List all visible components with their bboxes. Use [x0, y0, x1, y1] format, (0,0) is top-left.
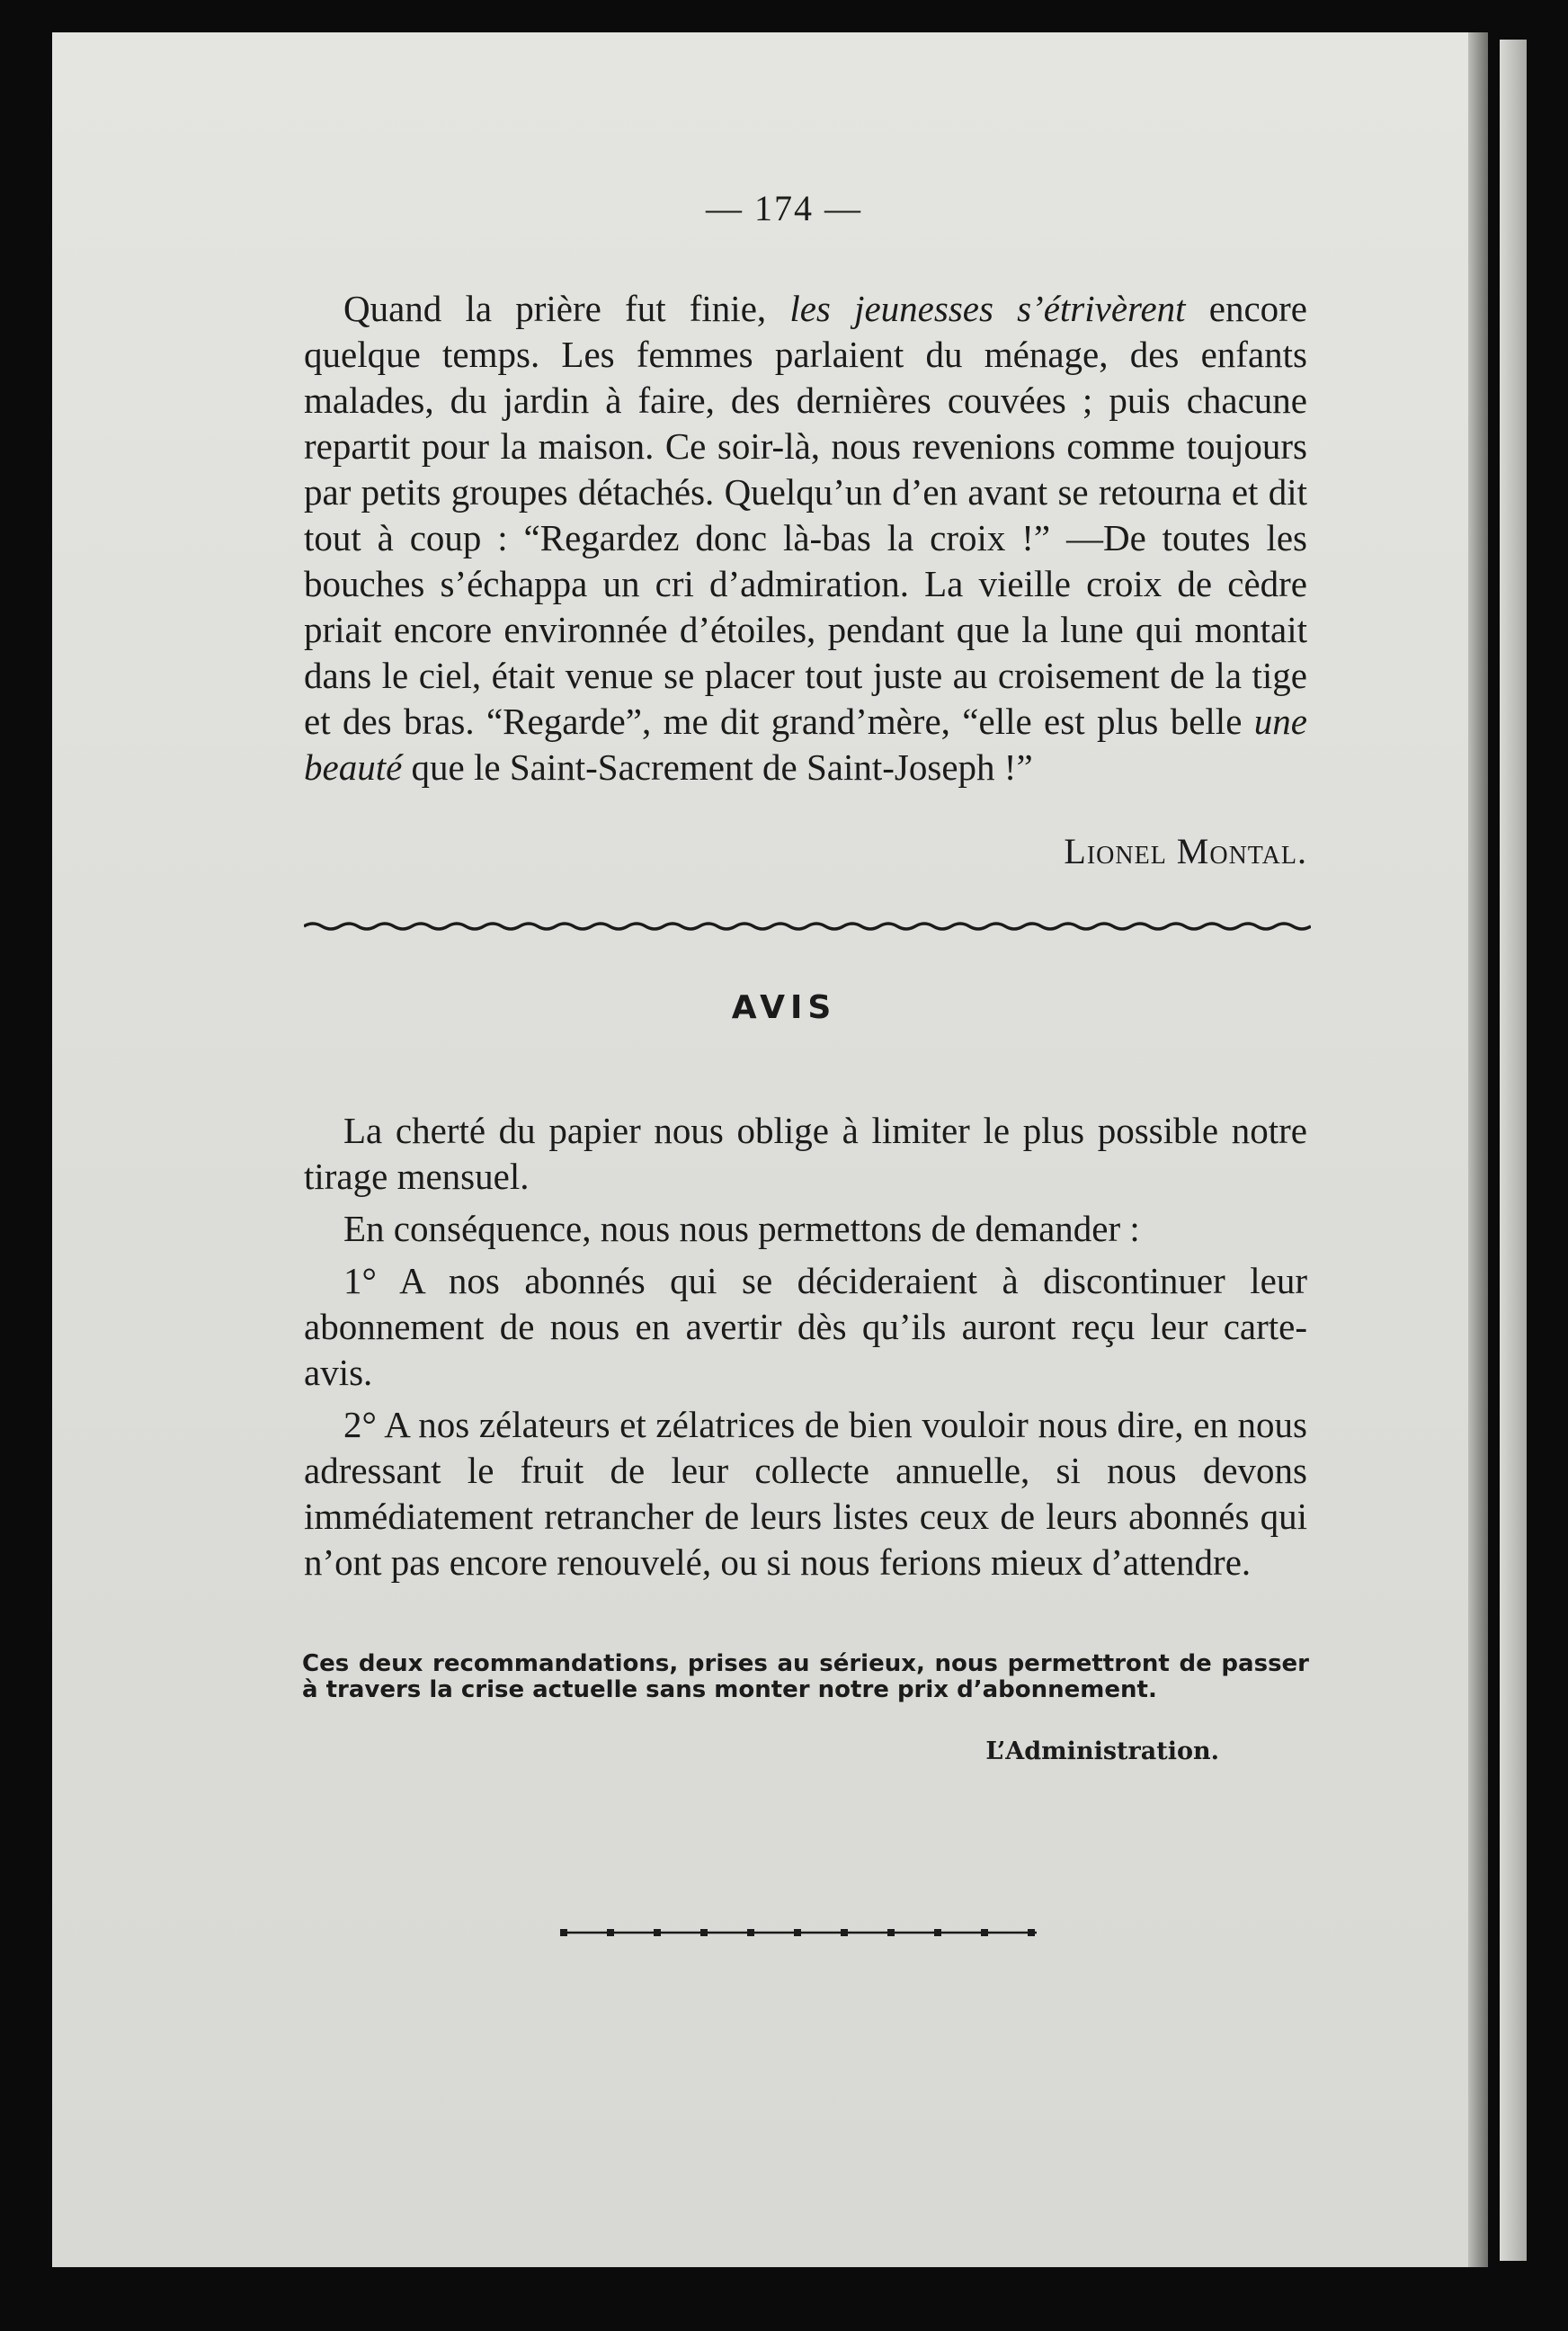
story-text-part: Quand la prière fut finie, — [343, 288, 790, 329]
notice-body — [304, 1108, 1307, 1586]
notice-signature: L’Administration. — [985, 1737, 1219, 1765]
story-italic-phrase: les jeunesses s’étrivèrent — [789, 288, 1186, 329]
page-number: — 174 — — [706, 188, 862, 228]
notice-paragraph: 2° A nos zélateurs et zélatrices de bien vouloir nous dire, en nous adressant le fruit de leur collecte annuelle, si nous devons immédiatement retrancher de leurs listes ceux de leurs abonnés qui n’ont pas encore renouvelé, ou si nous ferions mieux d’attendre. — [304, 1404, 1307, 1583]
story-text — [304, 286, 1307, 790]
page-edge-shadow — [1468, 32, 1488, 2267]
story-text-part: encore quelque temps. Les femmes parlaient du ménage, des enfants malades, du jardin à faire, des dernières couvées ; puis chacune repartit pour la maison. Ce soir-là, nous revenions comme toujours par petits groupes détachés. Quelqu’un d’en avant se retourna et dit tout à coup : “Regardez donc là-bas la croix !” —De toutes les bouches s’échappa un cri d’admiration. La vieille croix de cèdre priait encore environnée d’étoiles, pendant que la lune qui montait dans le ciel, était venue se placer tout juste au croisement de la tige et des bras. “Regarde”, me dit grand’mère, “elle est plus belle — [304, 288, 1308, 742]
bottom-ornament-line — [560, 1926, 1037, 1939]
notice-paragraph: La cherté du papier nous oblige à limiter le plus possible notre tirage mensuel. — [304, 1110, 1307, 1197]
wavy-divider — [304, 915, 1311, 937]
notice-closing-note: Ces deux recommandations, prises au sérieux, nous permettront de passer à travers la crise actuelle sans monter notre prix d’abonnement. — [302, 1650, 1309, 1703]
story-signature: Lionel Montal. — [1064, 831, 1307, 871]
story-paragraph — [304, 286, 1307, 790]
notice-paragraph: En conséquence, nous nous permettons de demander : — [343, 1208, 1140, 1249]
notice-heading: AVIS — [731, 989, 837, 1026]
story-text-part: que le Saint-Sacrement de Saint-Joseph !” — [402, 746, 1033, 788]
story-italic-phrase: une beauté — [304, 701, 1307, 788]
notice-paragraph: 1° A nos abonnés qui se décideraient à discontinuer leur abonnement de nous en avertir dès qu’ils auront reçu leur carte-avis. — [304, 1260, 1307, 1393]
adjacent-page-strip — [1500, 40, 1527, 2261]
